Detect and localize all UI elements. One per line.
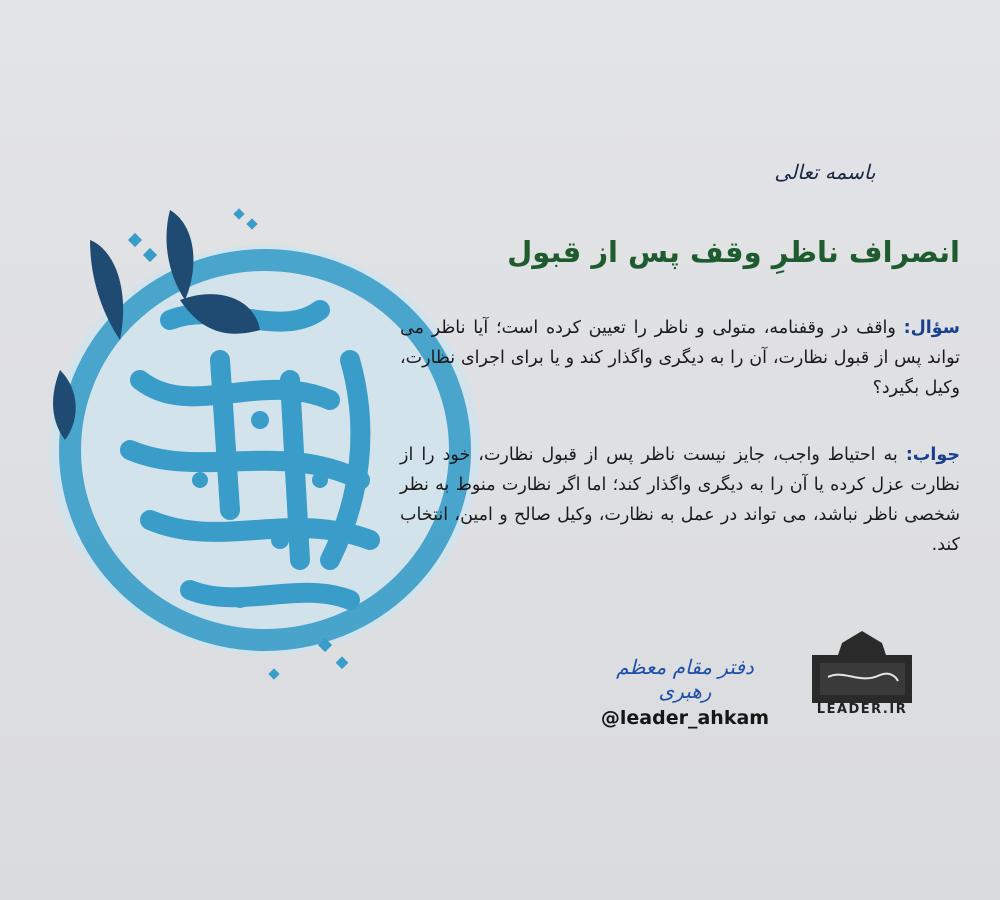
office-signature: دفتر مقام معظم رهبری (616, 655, 754, 703)
question-text: واقف در وقفنامه، متولی و ناظر را تعیین کرده است؛ آیا ناظر می تواند پس از قبول نظارت، آن را به دیگری واگذار کند و یا برای اجرای نظارت، وکیل بگیرد؟ (400, 318, 960, 398)
question-paragraph (400, 313, 960, 403)
office-signature-block (600, 655, 770, 729)
answer-paragraph (400, 440, 960, 560)
page-title: انصراف ناظرِ وقف پس از قبول (507, 235, 960, 269)
social-handle: @leader_ahkam (600, 707, 770, 729)
logo-caption: LEADER.IR (816, 702, 908, 717)
bismillah-heading: باسمه تعالی (774, 160, 876, 184)
answer-text: به احتیاط واجب، جایز نیست ناظر پس از قبول نظارت، خود را از نظارت عزل کرده یا آن را به دیگری واگذار کند؛ اما اگر نظارت منوط به نظر شخصی ناظر نباشد، می تواند در عمل به نظارت، وکیل صالح و امین، انتخاب کند. (400, 445, 960, 555)
question-label: سؤال: (903, 318, 960, 338)
answer-label: جواب: (905, 445, 960, 465)
